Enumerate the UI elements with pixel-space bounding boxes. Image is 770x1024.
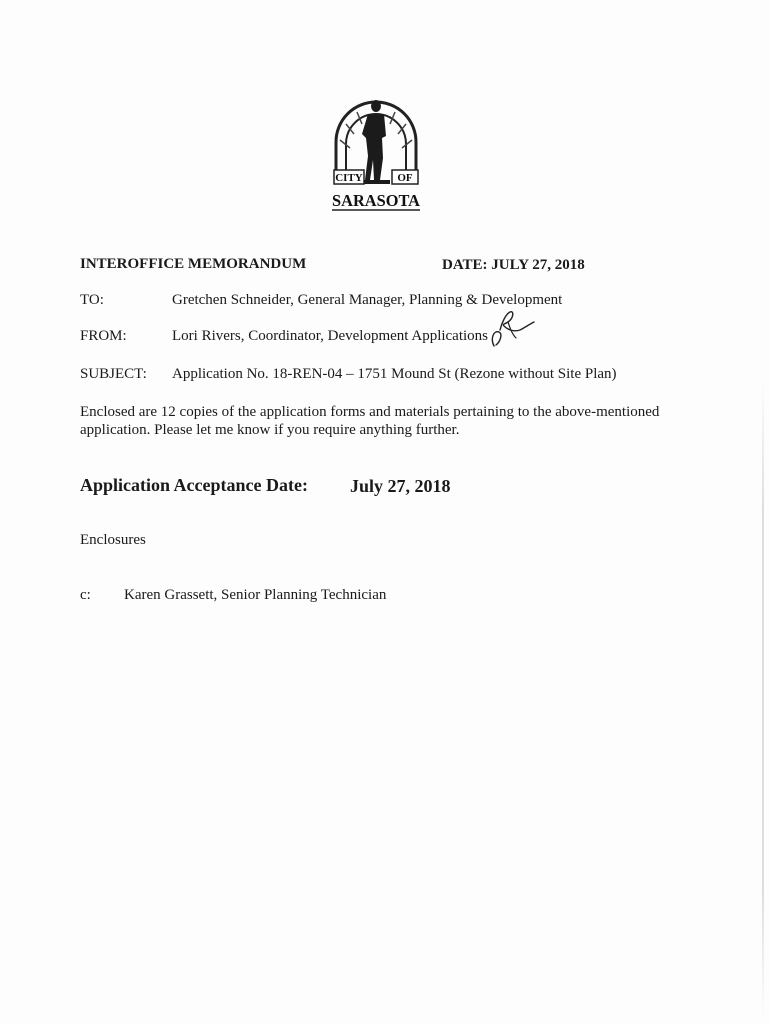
svg-text:SARASOTA: SARASOTA <box>332 191 421 210</box>
acceptance-date-value: July 27, 2018 <box>350 476 451 496</box>
city-of-sarasota-logo <box>328 96 424 218</box>
svg-text:CITY: CITY <box>335 172 363 184</box>
cc-value: Karen Grassett, Senior Planning Technician <box>124 587 387 603</box>
signature-initials <box>490 308 536 348</box>
svg-text:OF: OF <box>397 172 413 184</box>
memo-body: Enclosed are 12 copies of the application forms and materials pertaining to the above-mentioned application. Please let me know if you require anything further. <box>80 404 660 438</box>
cc-label: c: <box>80 587 91 603</box>
to-value: Gretchen Schneider, General Manager, Planning & Development <box>172 292 563 308</box>
subject-value: Application No. 18-REN-04 – 1751 Mound St (Rezone without Site Plan) <box>172 366 617 382</box>
from-value: Lori Rivers, Coordinator, Development Applications <box>172 328 489 344</box>
enclosures-note: Enclosures <box>80 532 146 548</box>
page-edge-shadow <box>762 380 764 1020</box>
to-label: TO: <box>80 292 104 308</box>
memo-date: DATE: JULY 27, 2018 <box>442 257 585 273</box>
subject-label: SUBJECT: <box>80 366 147 382</box>
memo-title: INTEROFFICE MEMORANDUM <box>80 256 307 272</box>
acceptance-date-label: Application Acceptance Date: <box>80 475 308 495</box>
from-label: FROM: <box>80 328 127 344</box>
